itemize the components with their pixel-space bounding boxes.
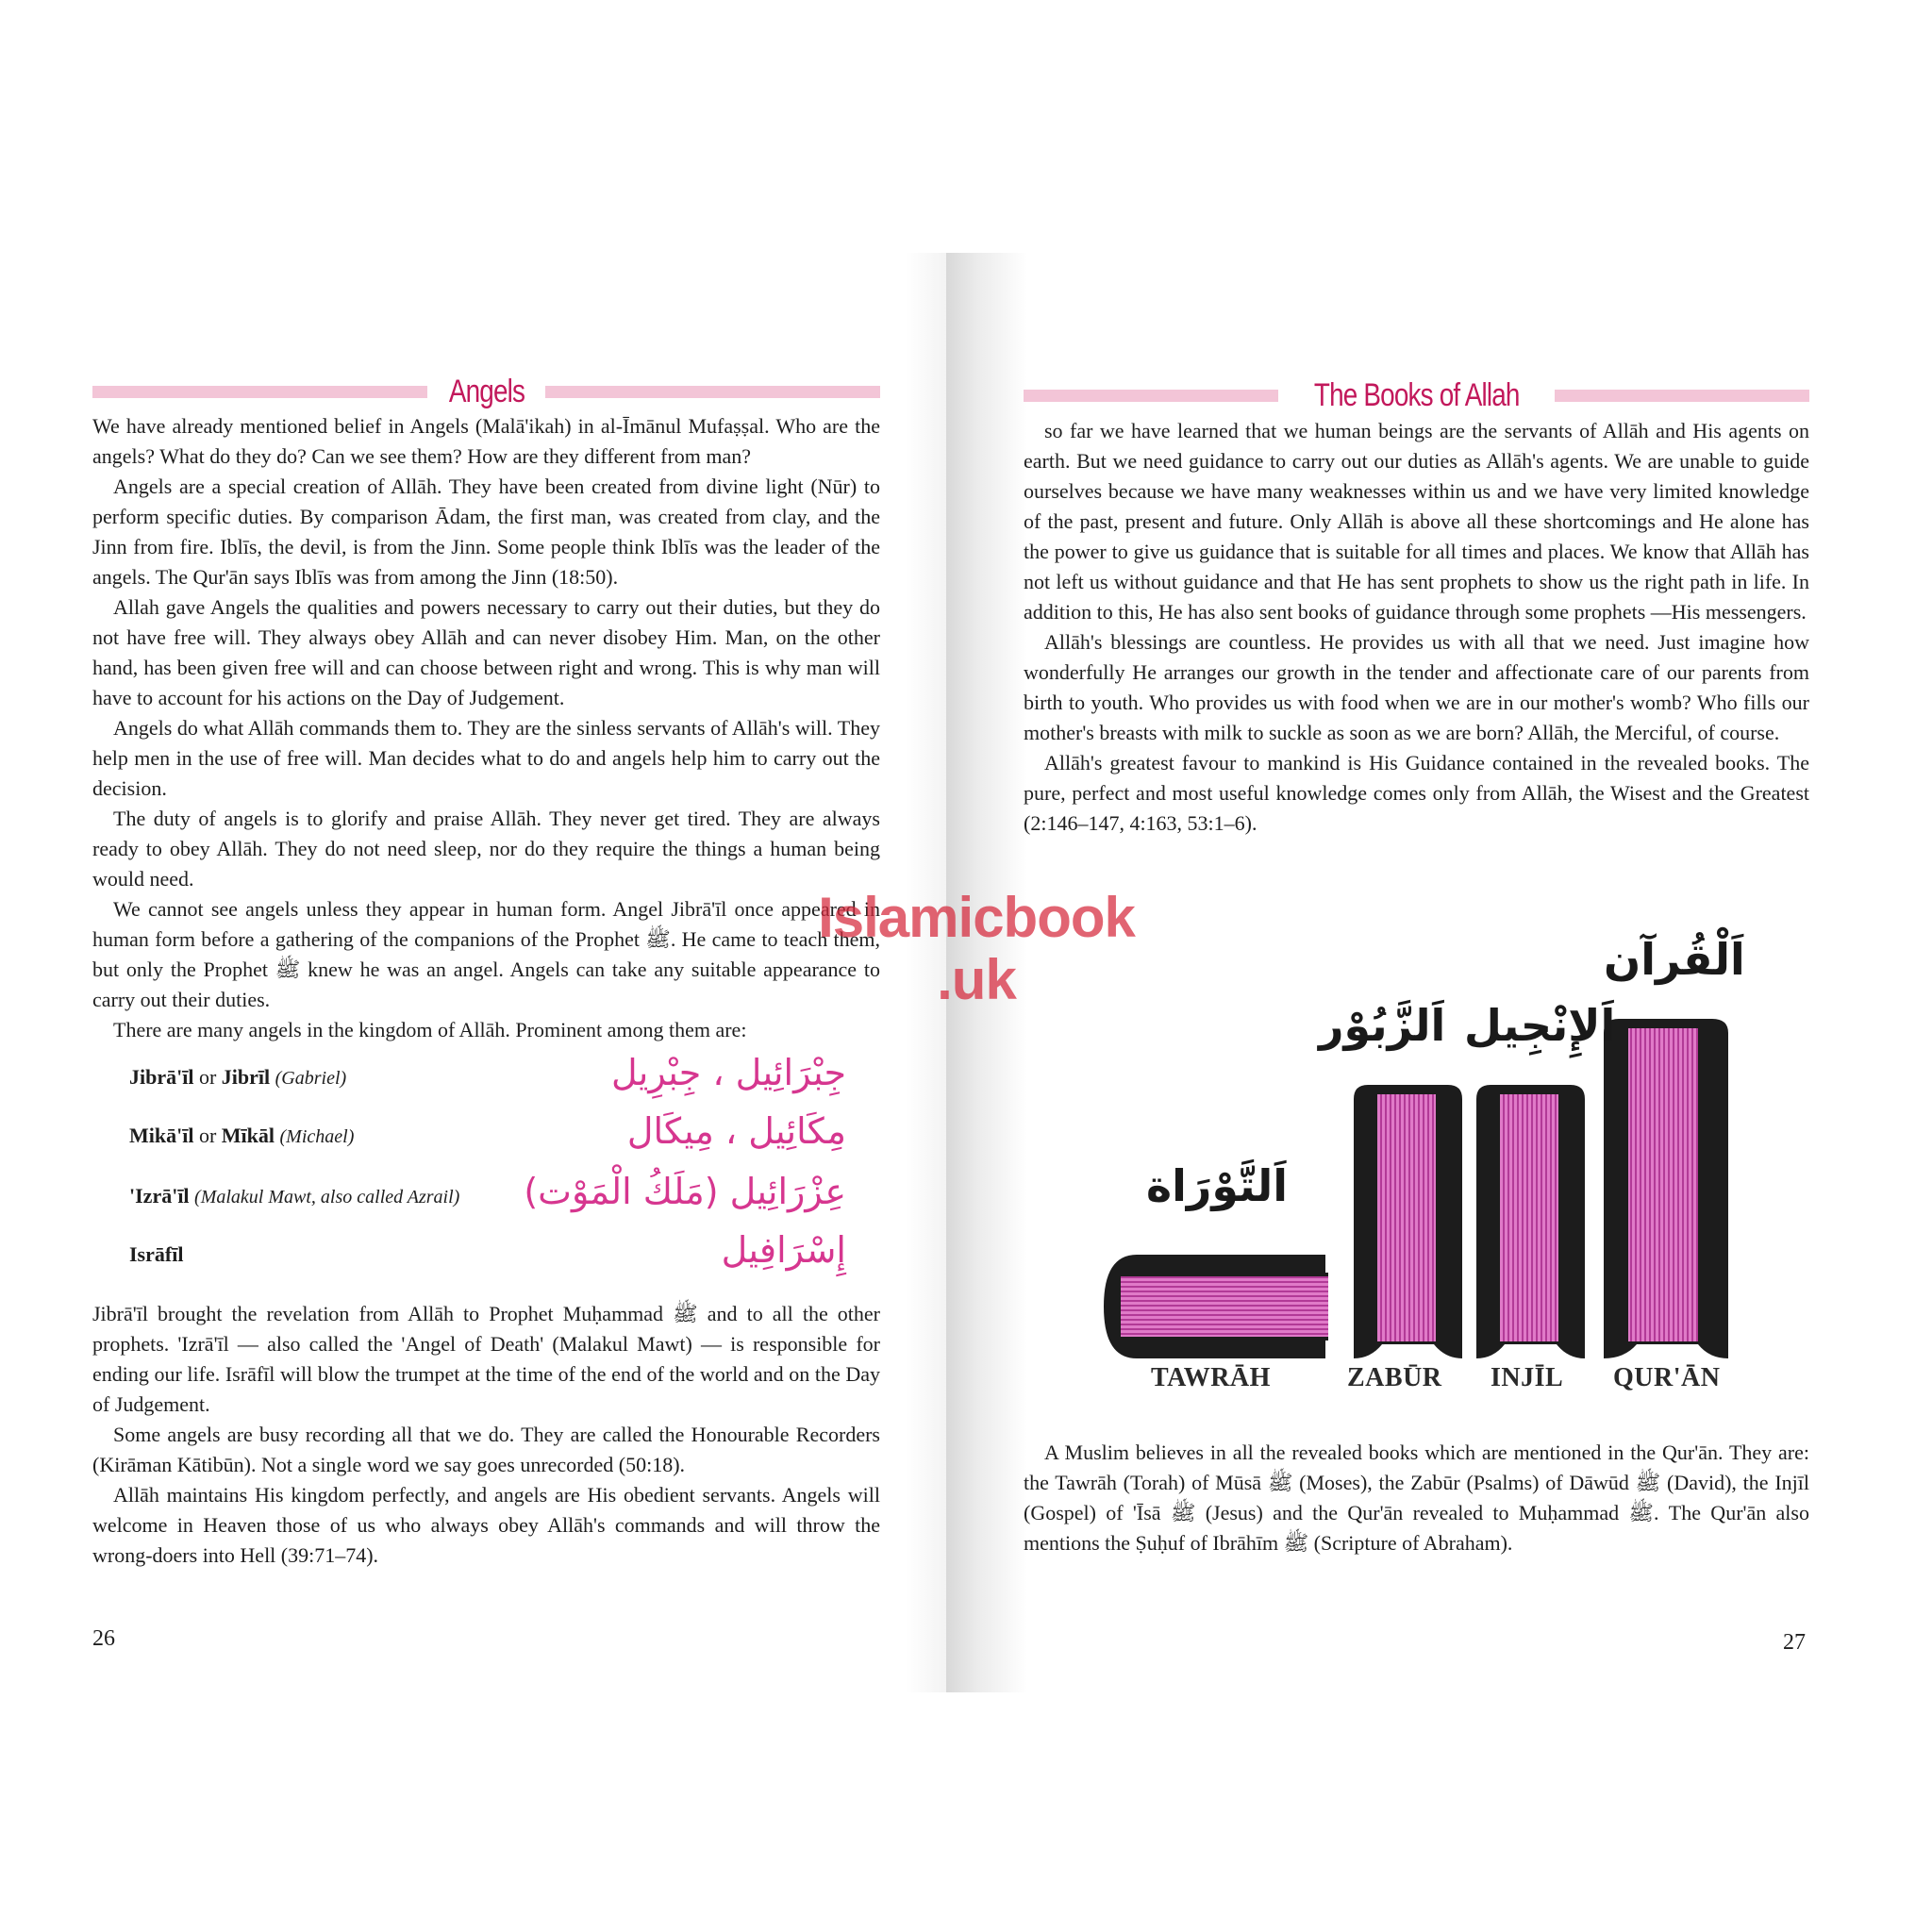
right-paragraph: Allāh's greatest favour to mankind is His Guidance contained in the revealed books. The pure, perfect and most useful knowledge comes only from Allāh, the Wisest and the Greatest (2:146–147, 4:163, 53:1–6). xyxy=(1024,751,1809,835)
heading-bar-left xyxy=(1024,390,1278,402)
left-heading: Angels xyxy=(448,373,525,409)
angel-note: (Gabriel) xyxy=(275,1068,347,1089)
angel-note: (Michael) xyxy=(279,1126,355,1147)
angel-primary-name: Mikā'īl xyxy=(129,1124,194,1147)
angel-row xyxy=(129,1110,846,1167)
angel-alt-name: Mīkāl xyxy=(221,1124,275,1147)
angel-joiner: or xyxy=(198,1065,217,1089)
angel-joiner: or xyxy=(198,1124,217,1147)
angel-row xyxy=(129,1052,846,1108)
angel-name xyxy=(129,1124,354,1148)
right-heading: The Books of Allah xyxy=(1313,376,1520,413)
zabur-arabic: اَلزَّبُوْر xyxy=(1319,1000,1446,1051)
angel-row xyxy=(129,1171,846,1227)
quran-label: QUR'ĀN xyxy=(1613,1363,1721,1392)
angel-arabic: إِسْرَافِيل xyxy=(721,1229,846,1271)
injil-label: INJĪL xyxy=(1491,1363,1564,1392)
heading-bar-left xyxy=(92,386,427,398)
quran-book xyxy=(1604,1019,1728,1358)
right-heading-row xyxy=(1024,372,1809,419)
angel-row xyxy=(129,1229,846,1286)
left-paragraph: Some angels are busy recording all that we do. They are called the Honourable Recorders (Kirāman Kātibūn). Not a single word we say goes unrecorded (50:18). xyxy=(92,1423,880,1476)
right-text-top xyxy=(1024,416,1809,839)
angel-alt-name: Jibrīl xyxy=(221,1065,271,1089)
left-text-bottom xyxy=(92,1299,880,1571)
left-paragraph: Angels do what Allāh commands them to. They are the sinless servants of Allāh's will. They help men in the use of free will. Man decides what to do and angels help him to carry out the decision. xyxy=(92,716,880,800)
right-paragraph: so far we have learned that we human beings are the servants of Allāh and His agents on earth. But we need guidance to carry out our duties as Allāh's agents. We are unable to guide ourselves because we have many weaknesses within us and we have very limited knowledge of the past, present and future. Only Allāh is above all these shortcomings and He alone has the power to give us guidance that is suitable for all times and places. We know that Allāh has not left us without guidance and that He has sent prophets to show us the right path in life. In addition to this, He has also sent books of guidance through some prophets —His messengers. xyxy=(1024,419,1809,624)
angel-arabic: مِكَائِيل ، مِيكَال xyxy=(626,1110,846,1152)
left-paragraph: Jibrā'īl brought the revelation from Allāh to Prophet Muḥammad ﷺ and to all the other prophets. 'Izrā'īl — also called the 'Angel of Death' (Malakul Mawt) — is responsible for ending our life. Isrāfīl will blow the trumpet at the time of the end of the world and on the Day of Judgement. xyxy=(92,1302,880,1416)
left-paragraph: Allah gave Angels the qualities and powers necessary to carry out their duties, but they do not have free will. They always obey Allāh and can never disobey Him. Man, on the other hand, has been given free will and can choose between right and wrong. This is why man will have to account for his actions on the Day of Judgement. xyxy=(92,595,880,709)
books-illustration xyxy=(1094,934,1755,1415)
angel-arabic: جِبْرَائِيل ، جِبْرِيل xyxy=(610,1052,846,1093)
angel-primary-name: Jibrā'īl xyxy=(129,1065,194,1089)
angel-primary-name: Isrāfīl xyxy=(129,1242,184,1266)
right-paragraph: Allāh's blessings are countless. He provides us with all that we need. Just imagine how wonderfully He arranges our growth in the tender and affectionate care of our parents from birth to youth. Who provides us with food when we are in our mother's womb? Who fills our mother's breasts with milk to suckle as soon as we are born? Allāh, the Merciful, of course. xyxy=(1024,630,1809,744)
left-paragraph: We cannot see angels unless they appear in human form. Angel Jibrā'īl once appeared in human form before a gathering of the companions of the Prophet ﷺ. He came to teach them, but only the Prophet ﷺ knew he was an angel. Angels can take any suitable appearance to carry out their duties. xyxy=(92,897,880,1011)
angel-list xyxy=(129,1052,846,1288)
zabur-book xyxy=(1354,1085,1462,1358)
right-paragraph: A Muslim believes in all the revealed books which are mentioned in the Qur'ān. They are: the Tawrāh (Torah) of Mūsā ﷺ (Moses), the Zabūr (Psalms) of Dāwūd ﷺ (David), the Injīl (Gospel) of 'Īsā ﷺ (Jesus) and the Qur'ān revealed to Muḥammad ﷺ. The Qur'ān also mentions the Ṣuḥuf of Ibrāhīm ﷺ (Scripture of Abraham). xyxy=(1024,1441,1809,1555)
heading-bar-right xyxy=(1555,390,1809,402)
page-number-left: 26 xyxy=(92,1626,115,1651)
quran-arabic: اَلْقُرآن xyxy=(1604,934,1745,985)
left-paragraph: There are many angels in the kingdom of Allāh. Prominent among them are: xyxy=(113,1018,747,1041)
angel-name xyxy=(129,1242,183,1267)
tawrah-book xyxy=(1104,1255,1328,1358)
heading-bar-right xyxy=(545,386,880,398)
angel-name xyxy=(129,1065,346,1090)
angel-primary-name: 'Izrā'īl xyxy=(129,1184,190,1208)
injil-book xyxy=(1476,1085,1585,1358)
left-heading-row xyxy=(92,368,880,415)
zabur-label: ZABŪR xyxy=(1347,1363,1442,1392)
angel-note: (Malakul Mawt, also called Azrail) xyxy=(194,1187,460,1208)
tawrah-label: TAWRĀH xyxy=(1151,1363,1271,1392)
left-paragraph: Angels are a special creation of Allāh. They have been created from divine light (Nūr) to perform specific duties. By comparison Ādam, the first man, was created from clay, and the Jinn from fire. Iblīs, the devil, is from the Jinn. Some people think Iblīs was the leader of the angels. The Qur'ān says Iblīs was from among the Jinn (18:50). xyxy=(92,475,880,589)
left-paragraph: The duty of angels is to glorify and praise Allāh. They never get tired. They are always ready to obey Allāh. They do not need sleep, nor do they require the things a human being would need. xyxy=(92,807,880,891)
watermark-line-1: Islamicbook xyxy=(818,886,1135,949)
tawrah-arabic: اَلتَّوْرَاة xyxy=(1146,1160,1289,1211)
page-number-right: 27 xyxy=(1783,1630,1806,1655)
injil-arabic: اَلإِنْجِيل xyxy=(1464,1000,1616,1051)
left-paragraph: We have already mentioned belief in Angels (Malā'ikah) in al-Īmānul Mufaṣṣal. Who are the angels? What do they do? Can we see them? How are they different from man? xyxy=(92,414,880,468)
angel-name xyxy=(129,1184,459,1208)
left-paragraph: Allāh maintains His kingdom perfectly, and angels are His obedient servants. Angels will welcome in Heaven those of us who always obey Allāh's commands and will throw the wrong-doers into Hell (39:71–74). xyxy=(92,1483,880,1567)
watermark-line-2: .uk xyxy=(937,948,1016,1011)
left-text-top xyxy=(92,411,880,1045)
watermark xyxy=(802,887,1151,1011)
angel-arabic: عِزْرَائِيل (مَلَكُ الْمَوْت) xyxy=(524,1171,846,1212)
right-text-bottom xyxy=(1024,1438,1809,1558)
